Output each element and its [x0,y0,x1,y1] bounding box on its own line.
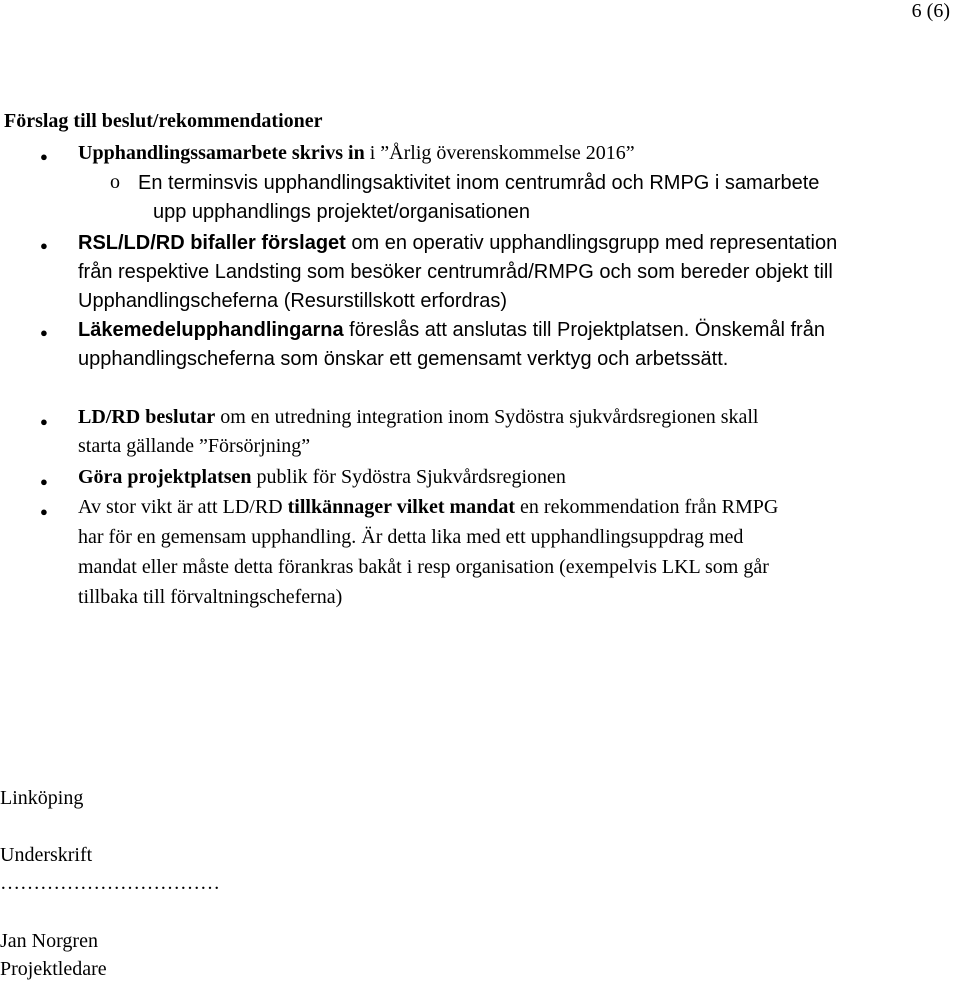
bullet-icon: ● [40,504,48,519]
signature-line: …………………………… [0,872,220,894]
place-text: Linköping [0,787,84,809]
item-4-rest: om en utredning integration inom Sydöstra sjukvårdsregionen skall [215,406,759,428]
bullet-icon: ● [40,325,48,340]
item-6-pre: Av stor vikt är att LD/RD [78,496,288,518]
bullet-icon: ● [40,149,48,164]
item-6-rest: en rekommendation från RMPG [515,496,779,518]
item-6-strong: tillkännager vilket mandat [287,496,516,518]
item-4-strong: LD/RD beslutar [78,406,216,428]
item-1-strong: Upphandlingssamarbete skrivs in [78,142,365,164]
item-2-rest: om en operativ upphandlingsgrupp med representation [345,232,838,254]
item-2-strong: RSL/LD/RD bifaller förslaget [78,232,346,254]
item-6-line-2: har för en gemensam upphandling. Är detta lika med ett upphandlingsuppdrag med [78,526,744,548]
item-6-line-1 [78,496,778,519]
item-1-line-1 [78,142,635,165]
item-2-line-1 [78,232,837,255]
item-1-sub-line-2: upp upphandlings projektet/organisationen [153,201,530,223]
item-4-line-1 [78,406,758,429]
bullet-icon: ● [40,238,48,253]
signer-name: Jan Norgren [0,930,98,952]
bullet-icon: ● [40,414,48,429]
item-3-line-1 [78,319,825,342]
item-2-line-3: Upphandlingscheferna (Resurstillskott erfordras) [78,290,508,312]
item-6-line-3: mandat eller måste detta förankras bakåt i resp organisation (exempelvis LKL som går [78,556,769,578]
item-3-strong: Läkemedelupphandlingarna [78,319,344,341]
bullet-icon: ● [40,474,48,489]
item-5-rest: publik för Sydöstra Sjukvårdsregionen [251,466,566,488]
item-3-line-2: upphandlingscheferna som önskar ett gemensamt verktyg och arbetssätt. [78,348,729,370]
item-1-rest: i ”Årlig överenskommelse 2016” [364,142,635,164]
item-6-line-4: tillbaka till förvaltningscheferna) [78,586,343,608]
signer-role: Projektledare [0,958,107,980]
sub-bullet-marker: o [110,171,120,193]
item-5-line-1 [78,466,566,489]
item-1-sub-line-1: En terminsvis upphandlingsaktivitet inom centrumråd och RMPG i samarbete [138,172,820,194]
item-2-line-2: från respektive Landsting som besöker centrumråd/RMPG och som bereder objekt till [78,261,833,283]
item-5-strong: Göra projektplatsen [78,466,252,488]
page-number: 6 (6) [911,0,950,22]
signature-label: Underskrift [0,844,93,866]
item-3-rest: föreslås att anslutas till Projektplatsen. Önskemål från [343,319,825,341]
item-4-line-2: starta gällande ”Försörjning” [78,435,311,457]
document-heading: Förslag till beslut/rekommendationer [4,110,323,132]
